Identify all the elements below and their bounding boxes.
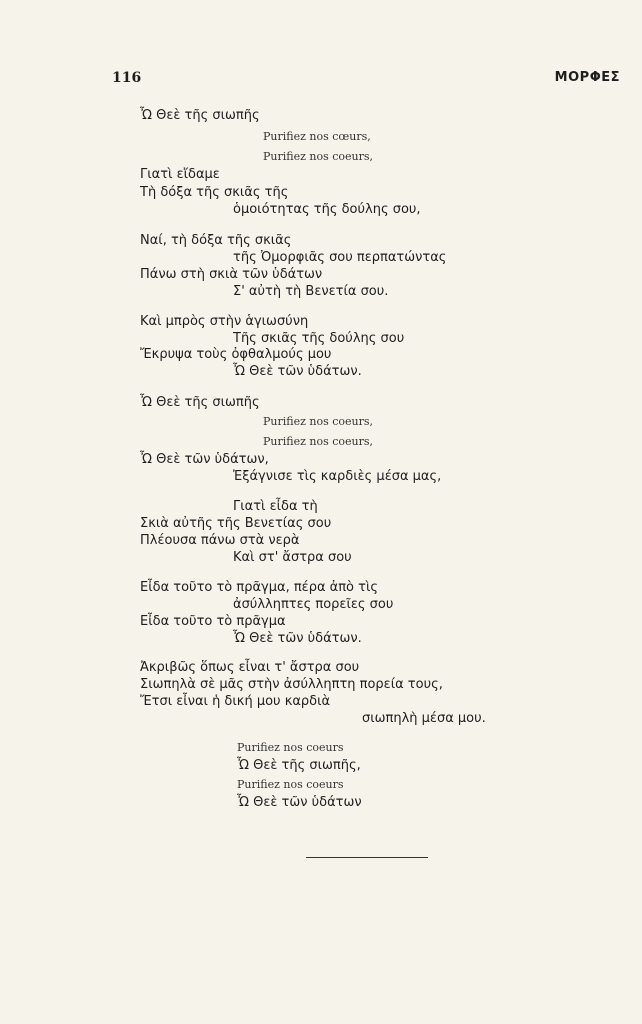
poem-line: Ὦ Θεὲ τῶν ὑδάτων.	[233, 631, 362, 646]
poem-line: Purifiez nos coeurs	[237, 778, 344, 791]
poem-line: Ὦ Θεὲ τῶν ὑδάτων,	[140, 452, 269, 467]
poem-line: Ὦ Θεὲ τῶν ὑδάτων.	[233, 364, 362, 379]
poem-line: Πλέουσα πάνω στὰ νερὰ	[140, 533, 300, 548]
poem-line: Ἔκρυψα τοὺς ὀφθαλμούς μου	[140, 347, 332, 362]
poem-line: Γιατὶ εἶδα τὴ	[233, 499, 318, 514]
poem-line: Ὦ Θεὲ τῆς σιωπῆς	[140, 108, 260, 123]
poem-line: Γιατὶ εἴδαμε	[140, 167, 220, 182]
poem-line: Σκιὰ αὐτῆς τῆς Βενετίας σου	[140, 516, 332, 531]
poem-line: Ὦ Θεὲ τῶν ὑδάτων	[237, 795, 362, 810]
poem-line: Ἐξάγνισε τὶς καρδιὲς μέσα μας,	[233, 469, 442, 484]
poem-line: Ὦ Θεὲ τῆς σιωπῆς	[140, 395, 260, 410]
page-number: 116	[112, 70, 142, 86]
poem-line: Purifiez nos coeurs,	[263, 150, 374, 163]
poem-line: ὁμοιότητας τῆς δούλης σου,	[233, 202, 421, 217]
end-divider	[306, 857, 428, 858]
poem-line: Ναί, τὴ δόξα τῆς σκιᾶς	[140, 233, 292, 248]
poem-line: Ἔτσι εἶναι ἡ δική μου καρδιὰ	[140, 694, 331, 709]
poem-line: Purifiez nos coeurs	[237, 741, 344, 754]
poem-line: Πάνω στὴ σκιὰ τῶν ὑδάτων	[140, 267, 323, 282]
poem-line: Ἀκριβῶς ὅπως εἶναι τ' ἄστρα σου	[140, 660, 360, 675]
poem-line: Ὦ Θεὲ τῆς σιωπῆς,	[237, 758, 361, 773]
poem-line: Καὶ στ' ἄστρα σου	[233, 550, 352, 565]
poem-line: Purifiez nos coeurs,	[263, 435, 374, 448]
poem-line: Εἶδα τοῦτο τὸ πρᾶγμα, πέρα ἀπὸ τὶς	[140, 580, 378, 595]
poem-line: Εἶδα τοῦτο τὸ πρᾶγμα	[140, 614, 286, 629]
poem-line: σιωπηλὴ μέσα μου.	[362, 711, 486, 726]
poem-line: Purifiez nos coeurs,	[263, 415, 374, 428]
poem-line: Τῆς σκιᾶς τῆς δούλης σου	[233, 331, 405, 346]
poem-line: Σ' αὐτὴ τὴ Βενετία σου.	[233, 284, 389, 299]
poem-line: Purifiez nos cœurs,	[263, 130, 371, 143]
poem-line: ἀσύλληπτες πορεῖες σου	[233, 597, 394, 612]
poem-line: τῆς Ὀμορφιᾶς σου περπατώντας	[233, 250, 447, 265]
poem-line: Τὴ δόξα τῆς σκιᾶς τῆς	[140, 185, 289, 200]
running-head: ΜΟΡΦΕΣ	[554, 70, 620, 85]
page-header	[112, 70, 620, 90]
poem-line: Καὶ μπρὸς στὴν ἁγιωσύνη	[140, 314, 309, 329]
poem-line: Σιωπηλὰ σὲ μᾶς στὴν ἀσύλληπτη πορεία τους,	[140, 677, 443, 692]
